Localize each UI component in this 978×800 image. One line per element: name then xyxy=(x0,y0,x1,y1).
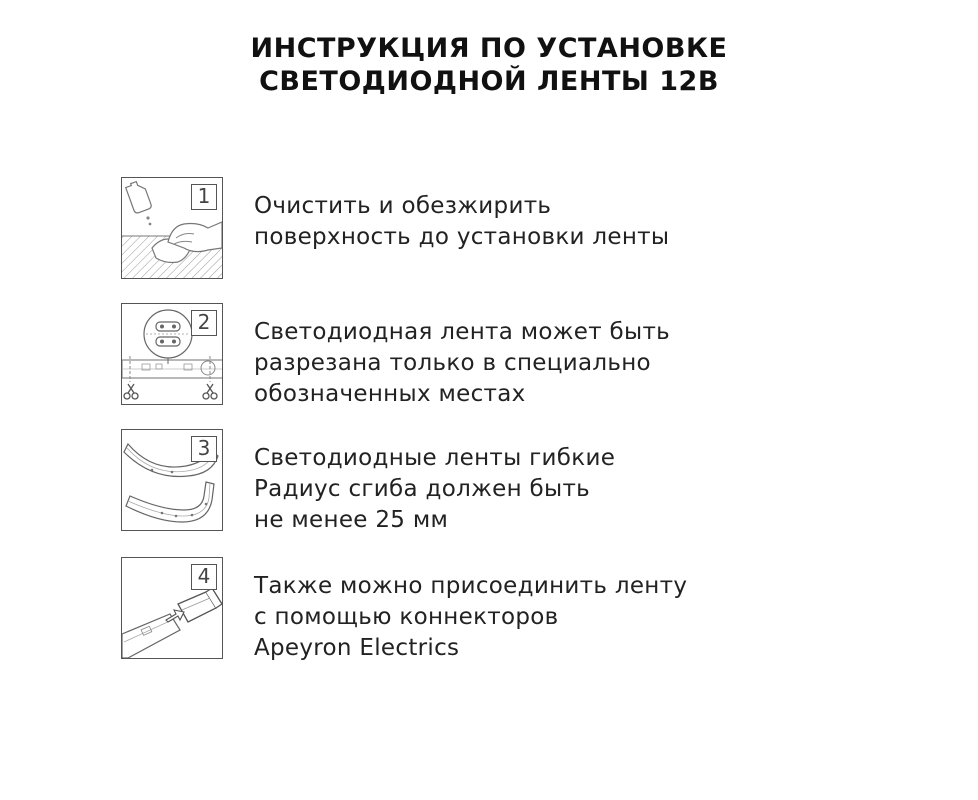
step-text-line: Светодиодные ленты гибкие xyxy=(254,445,616,471)
step-number-badge: 3 xyxy=(191,436,217,462)
page-title xyxy=(0,32,978,98)
step-text-line: Очистить и обезжирить xyxy=(254,193,552,219)
cut-strip-icon xyxy=(121,303,223,405)
bend-strip-icon xyxy=(121,429,223,531)
step-text-line: с помощью коннекторов xyxy=(254,604,559,630)
step-text xyxy=(254,191,934,253)
wipe-surface-icon xyxy=(121,177,223,279)
step-number-badge: 4 xyxy=(191,564,217,590)
step-text-line: Светодиодная лента может быть xyxy=(254,319,671,345)
instruction-step-2 xyxy=(121,303,941,405)
page-title-line-2: СВЕТОДИОДНОЙ ЛЕНТЫ 12В xyxy=(259,66,719,97)
instruction-step-1 xyxy=(121,177,941,279)
step-text-line: разрезана только в специально xyxy=(254,350,651,376)
step-text-line: поверхность до установки ленты xyxy=(254,224,670,250)
step-text-line: обозначенных местах xyxy=(254,381,526,407)
step-number-badge: 1 xyxy=(191,184,217,210)
step-text-line: Радиус сгиба должен быть xyxy=(254,476,591,502)
step-text-line: Apeyron Electrics xyxy=(254,635,460,661)
step-text xyxy=(254,443,934,536)
step-text-line: Также можно присоединить ленту xyxy=(254,573,688,599)
connector-icon xyxy=(121,557,223,659)
instruction-step-4 xyxy=(121,557,941,659)
step-number-badge: 2 xyxy=(191,310,217,336)
step-text xyxy=(254,317,934,410)
step-text xyxy=(254,571,934,664)
page-title-line-1: ИНСТРУКЦИЯ ПО УСТАНОВКЕ xyxy=(250,33,728,64)
instruction-step-3 xyxy=(121,429,941,531)
step-text-line: не менее 25 мм xyxy=(254,507,449,533)
